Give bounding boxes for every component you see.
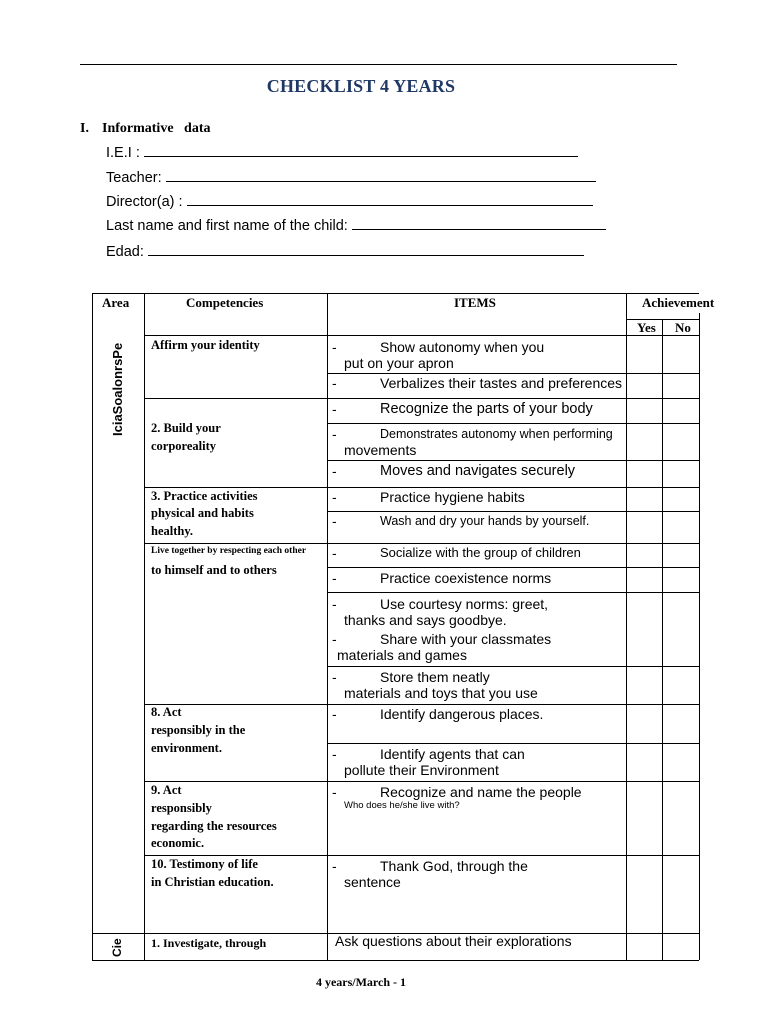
checklist-item [332, 858, 624, 890]
item-dash: - [332, 784, 337, 800]
field-blank-line[interactable] [187, 205, 593, 206]
table-border-top [92, 293, 699, 294]
checklist-item [332, 746, 624, 778]
item-text: Ask questions about their explorations [335, 933, 572, 949]
top-rule [80, 64, 677, 65]
checklist-item [332, 375, 624, 391]
competency-text: Live together by respecting each other [151, 546, 307, 556]
item-text: Practice coexistence norms [380, 570, 552, 586]
competency-text: healthy. [151, 524, 194, 538]
field-label: Director(a) : [106, 194, 183, 210]
header-no: No [675, 320, 691, 335]
item-line [327, 460, 699, 461]
competency-text: 2. Build your [151, 421, 221, 435]
checklist-item [335, 933, 625, 949]
checklist-item [332, 545, 624, 561]
item-line [327, 567, 699, 568]
item-dash: - [332, 375, 337, 391]
field-blank-line[interactable] [148, 255, 584, 256]
item-line [327, 743, 699, 744]
checklist-item [332, 401, 624, 417]
item-text: Moves and navigates securely [380, 463, 576, 479]
item-dash: - [332, 706, 337, 722]
item-text: Share with your classmates [380, 631, 552, 647]
field-edad[interactable] [106, 244, 584, 260]
competency-text: in Christian education. [151, 875, 274, 889]
checklist-item [332, 426, 624, 458]
section-number: I. [80, 121, 89, 136]
row-line [144, 398, 699, 399]
competency-text: Affirm your identity [151, 338, 260, 352]
item-text: materials and games [337, 647, 467, 663]
col-divider-competencies [327, 293, 328, 960]
item-text: Identify agents that can [380, 746, 525, 762]
row-line [144, 704, 699, 705]
item-text: Who does he/she live with? [344, 800, 460, 811]
header-achievement: Achievement [642, 295, 715, 310]
item-dash: - [332, 669, 337, 685]
item-text: Practice hygiene habits [380, 489, 525, 505]
field-label: I.E.I : [106, 145, 140, 161]
competency-text: 3. Practice activities [151, 489, 258, 503]
area-divider [92, 933, 144, 934]
checklist-item [332, 669, 624, 701]
field-director[interactable] [106, 194, 593, 210]
field-label: Last name and first name of the child: [106, 218, 348, 234]
field-label: Edad: [106, 244, 144, 260]
checklist-item [332, 596, 624, 628]
item-text: Thank God, through the [380, 858, 528, 874]
table-border-bottom [92, 960, 699, 961]
checklist-item [332, 784, 624, 812]
item-text: Demonstrates autonomy when performing [380, 427, 613, 441]
competency-text: to himself and to others [151, 563, 277, 577]
item-text: put on your apron [344, 355, 454, 371]
item-text: Wash and dry your hands by yourself. [380, 514, 590, 528]
item-dash: - [332, 513, 337, 529]
checklist-item [332, 513, 624, 529]
competency-text: 1. Investigate, through [151, 936, 267, 950]
item-text: Store them neatly [380, 669, 490, 685]
item-text: movements [344, 442, 417, 458]
field-child-name[interactable] [106, 218, 606, 234]
item-line [327, 592, 699, 593]
header-bottom-line [144, 335, 699, 336]
competency-text: physical and habits [151, 506, 254, 520]
table-border-left [92, 293, 93, 960]
field-blank-line[interactable] [166, 181, 596, 182]
item-dash: - [332, 463, 337, 479]
item-line [327, 423, 699, 424]
header-items: ITEMS [454, 295, 496, 310]
item-text: Use courtesy norms: greet, [380, 596, 549, 612]
field-blank-line[interactable] [144, 156, 578, 157]
checklist-item [332, 570, 624, 586]
item-text: thanks and says goodbye. [344, 612, 507, 628]
col-divider-yes-no [662, 319, 663, 960]
item-dash: - [332, 426, 337, 442]
item-text: Verbalizes their tastes and preferences [380, 375, 623, 391]
area-label-science: Cie [110, 938, 124, 957]
item-dash: - [332, 631, 337, 647]
checklist-item [332, 706, 624, 722]
item-text: pollute their Environment [344, 762, 499, 778]
field-label: Teacher: [106, 170, 162, 186]
competency-text: corporeality [151, 439, 217, 453]
item-text: sentence [344, 874, 401, 890]
item-line [327, 511, 699, 512]
col-divider-area [144, 293, 145, 960]
competency-text: responsibly [151, 801, 212, 815]
item-dash: - [332, 401, 337, 417]
section-label: Informative data [102, 121, 211, 136]
item-text: Socialize with the group of children [380, 545, 581, 560]
item-dash: - [332, 489, 337, 505]
competency-text: 9. Act [151, 783, 182, 797]
header-yes: Yes [637, 320, 656, 335]
competency-text: economic. [151, 836, 205, 850]
header-area: Area [102, 295, 130, 310]
item-dash: - [332, 596, 337, 612]
field-teacher[interactable] [106, 170, 596, 186]
field-blank-line[interactable] [352, 229, 606, 230]
section-heading [80, 121, 211, 137]
item-line [327, 666, 699, 667]
checklist-item [332, 489, 624, 505]
area-label-personal-social: IciaSoalonrsPe [110, 342, 125, 436]
item-dash: - [332, 339, 337, 355]
item-text: Identify dangerous places. [380, 706, 544, 722]
competency-text: 10. Testimony of life [151, 857, 258, 871]
item-dash: - [332, 746, 337, 762]
header-competencies: Competencies [186, 295, 264, 310]
table-border-right [699, 313, 700, 960]
checklist-item [332, 339, 624, 371]
item-dash: - [332, 858, 337, 874]
checklist-item [332, 463, 624, 479]
competency-text: responsibly in the [151, 723, 246, 737]
competency-text: 8. Act [151, 705, 182, 719]
row-line [144, 543, 699, 544]
row-line [144, 781, 699, 782]
item-text: materials and toys that you use [344, 685, 538, 701]
item-line [327, 373, 699, 374]
competency-text: regarding the resources [151, 819, 277, 833]
checklist-item [332, 631, 624, 663]
item-dash: - [332, 545, 337, 561]
field-iei[interactable] [106, 145, 578, 161]
col-divider-items [626, 293, 627, 960]
competency-text: environment. [151, 741, 222, 755]
item-text: Recognize the parts of your body [380, 401, 593, 417]
item-dash: - [332, 570, 337, 586]
checklist-table [92, 293, 715, 960]
page-footer: 4 years/March - 1 [315, 975, 407, 989]
document-title: CHECKLIST 4 YEARS [266, 76, 456, 96]
item-text: Show autonomy when you [380, 339, 545, 355]
item-text: Recognize and name the people [380, 784, 582, 800]
